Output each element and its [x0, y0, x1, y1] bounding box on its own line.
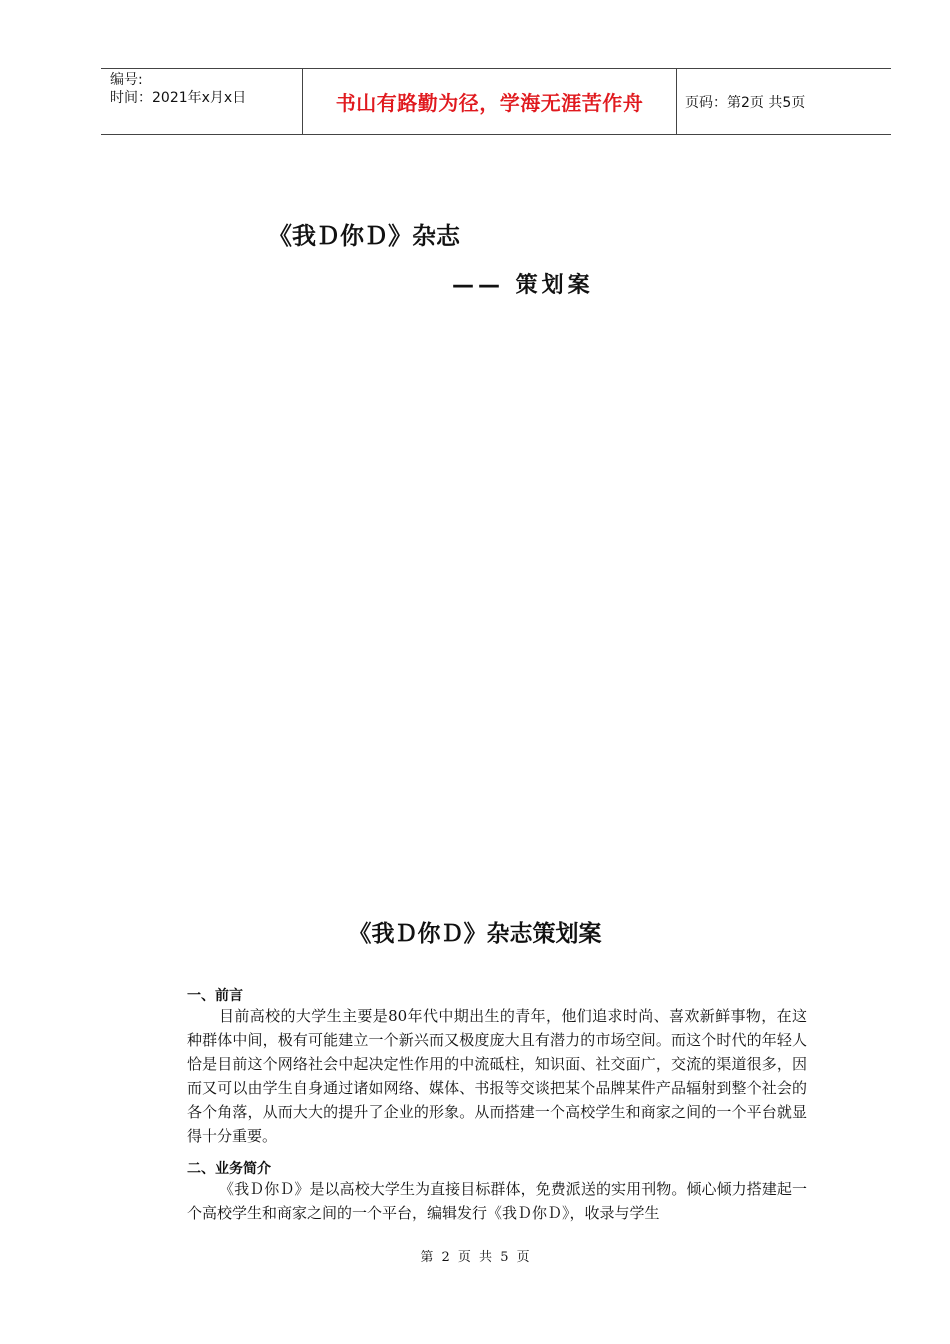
- section-heading: 二、业务简介: [187, 1161, 271, 1177]
- header-page-info-cell: [677, 69, 891, 134]
- header-meta: [101, 69, 303, 134]
- header-page-info: 页码：第2页 共5页: [685, 94, 806, 111]
- cover-title: 《我Ｄ你Ｄ》杂志: [268, 222, 460, 250]
- time-label: 时间：2021年x月x日: [110, 90, 247, 106]
- header-motto: 书山有路勤为径，学海无涯苦作舟: [335, 91, 644, 115]
- number-label: 编号:: [110, 72, 143, 88]
- section-preface: [187, 985, 807, 1148]
- section-paragraph: 《我Ｄ你Ｄ》是以高校大学生为直接目标群体，免费派送的实用刊物。倾心倾力搭建起一个高校学生和商家之间的一个平台，编辑发行《我Ｄ你Ｄ》，收录与学生: [187, 1180, 807, 1222]
- section-paragraph: 目前高校的大学生主要是80年代中期出生的青年，他们追求时尚、喜欢新鲜事物，在这种群体中间，极有可能建立一个新兴而又极度庞大且有潜力的市场空间。而这个时代的年轻人恰是目前这个网络社会中起决定性作用的中流砥柱，知识面、社交面广，交流的渠道很多，因而又可以由学生自身通过诸如网络、媒体、书报等交谈把某个品牌某件产品辐射到整个社会的各个角落，从而大大的提升了企业的形象。从而搭建一个高校学生和商家之间的一个平台就显得十分重要。: [187, 1007, 807, 1145]
- page-header: [101, 68, 891, 135]
- header-motto-cell: [303, 69, 677, 134]
- section-business-intro: [187, 1158, 807, 1225]
- cover-subtitle: —— 策划案: [452, 273, 594, 298]
- page-footer: 第 2 页 共 5 页: [420, 1250, 530, 1265]
- document-title: 《我Ｄ你Ｄ》杂志策划案: [348, 921, 602, 947]
- section-heading: 一、前言: [187, 988, 243, 1004]
